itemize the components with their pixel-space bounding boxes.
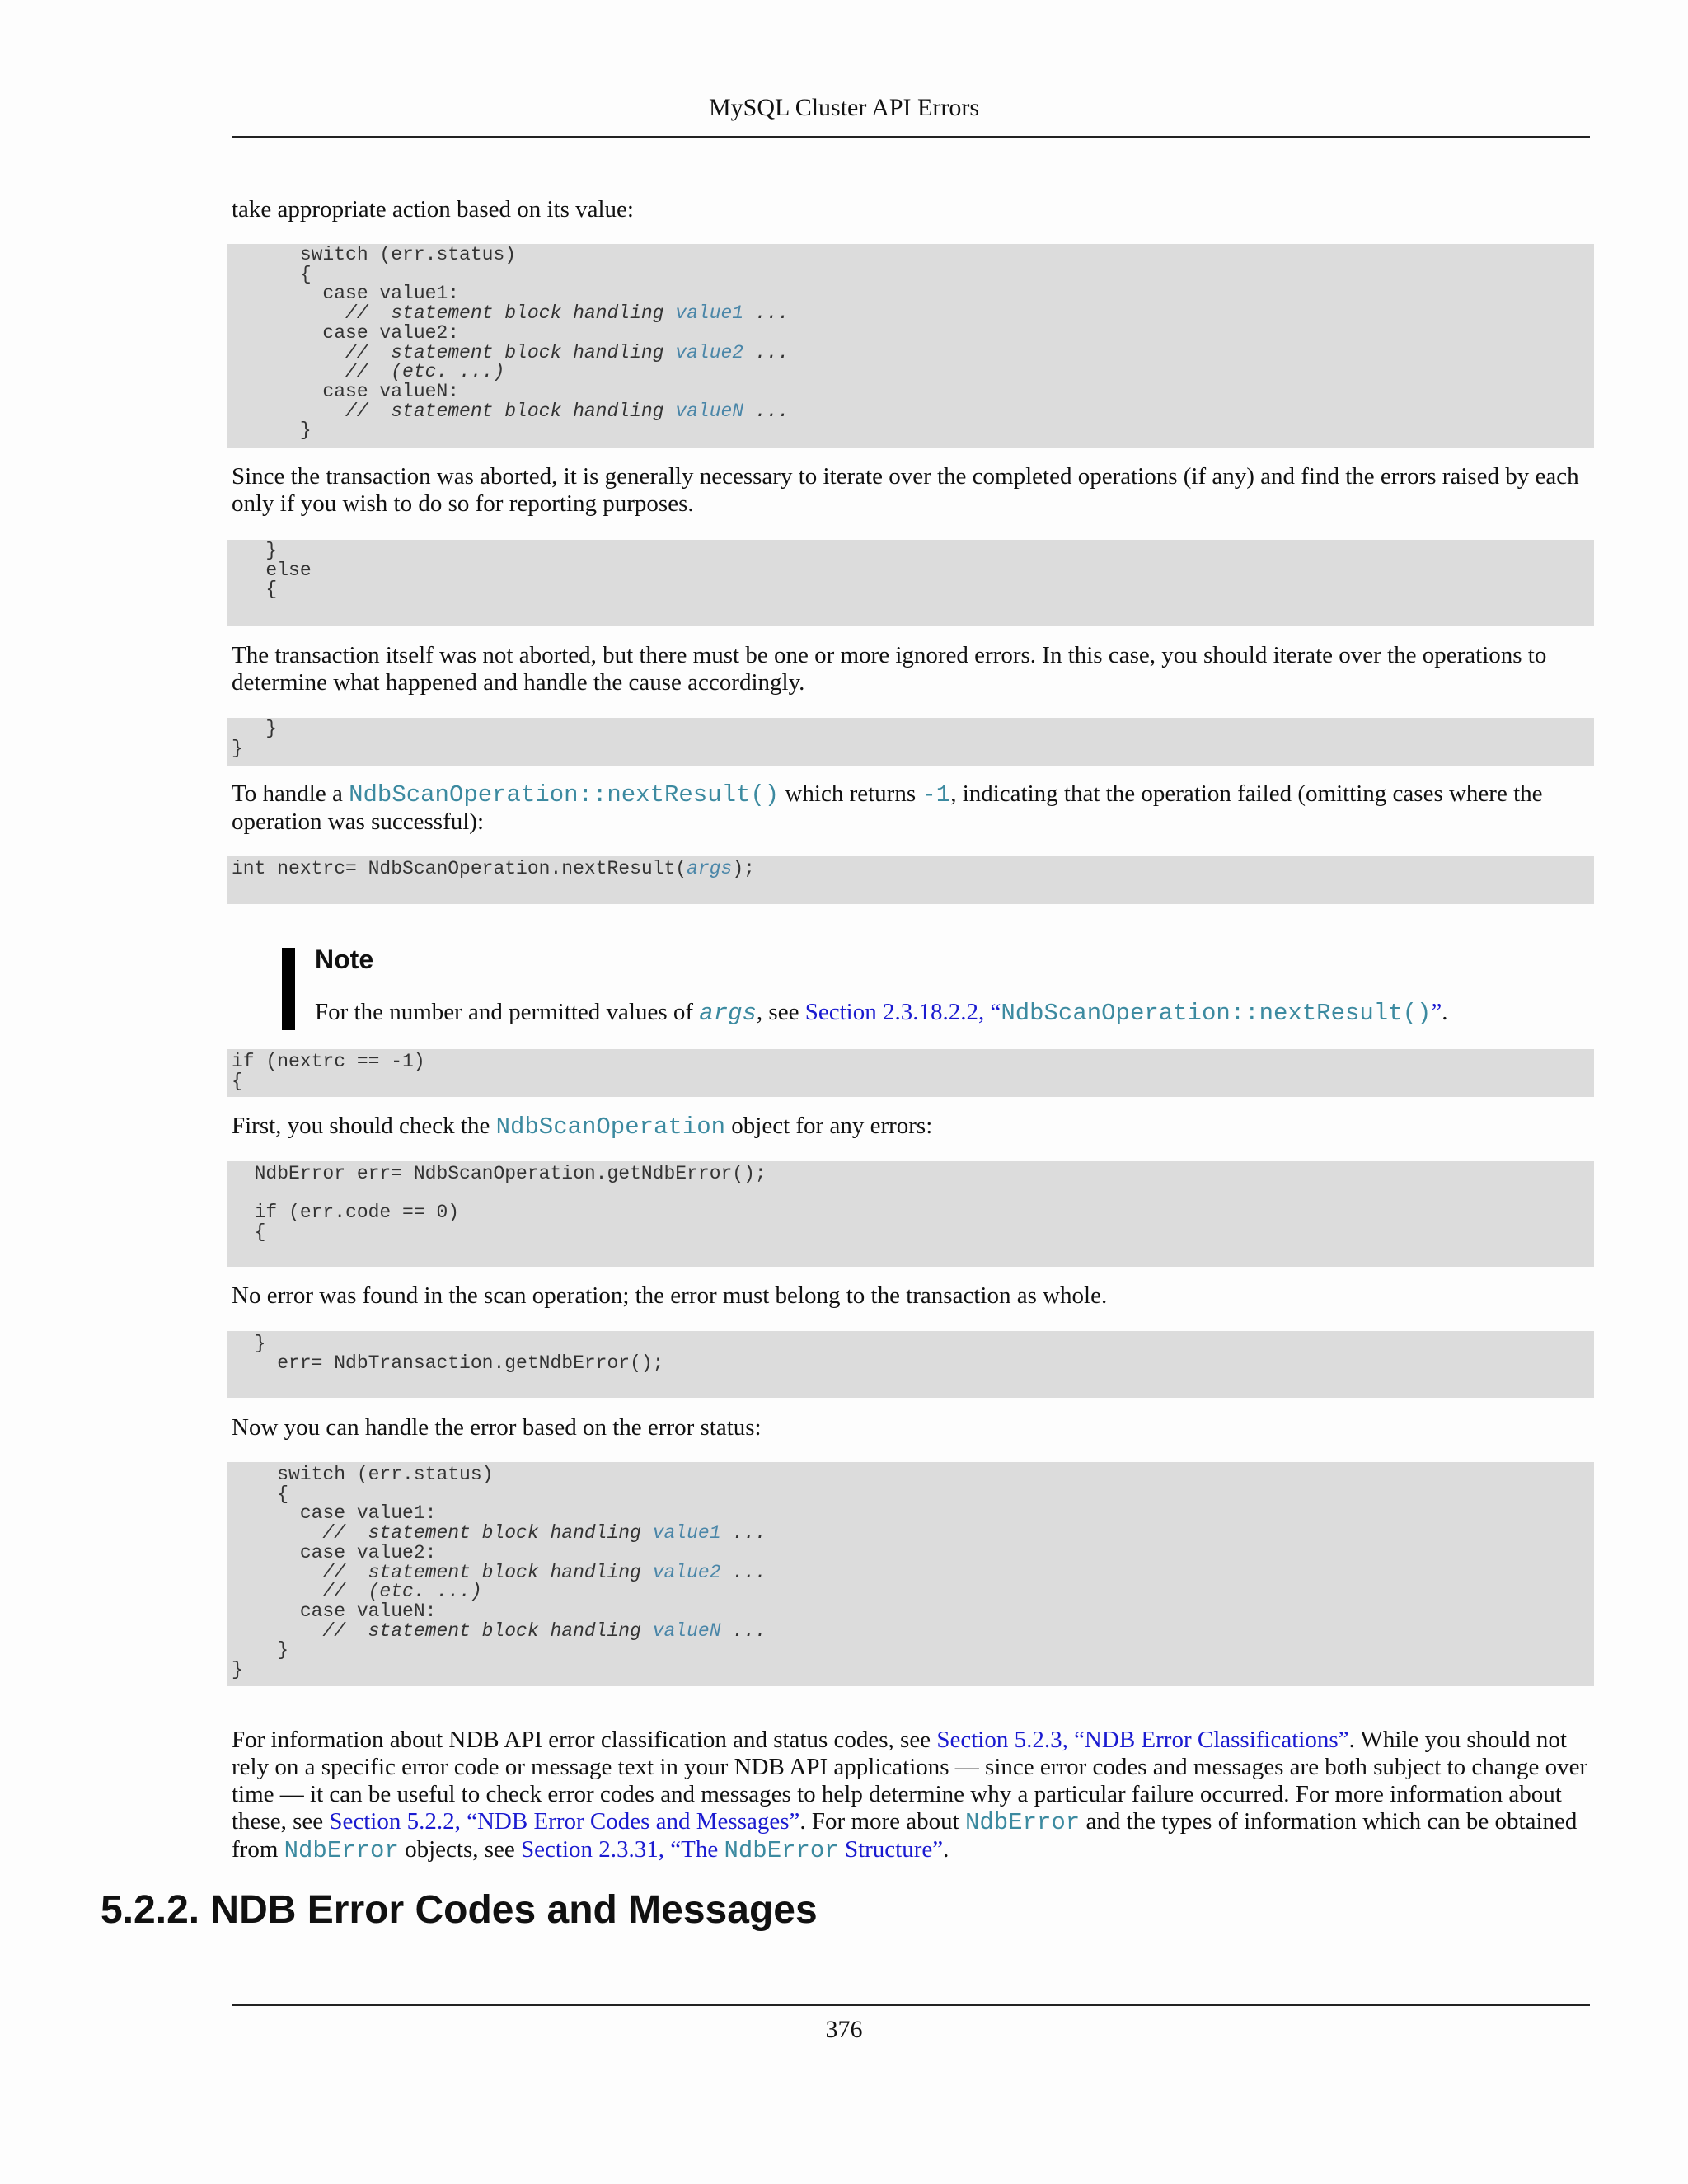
paragraph-intro: take appropriate action based on its value: (232, 196, 634, 223)
code-block-nextrc: int nextrc= NdbScanOperation.nextResult(args); (227, 856, 1594, 904)
link-error-classifications[interactable]: Section 5.2.3, “NDB Error Classifications” (936, 1727, 1349, 1753)
paragraph-no-error: No error was found in the scan operation; the error must belong to the transaction as whole. (232, 1282, 1108, 1309)
header-rule (232, 136, 1590, 138)
note-text: For the number and permitted values of args, see Section 2.3.18.2.2, “NdbScanOperation::nextResult()”. (315, 999, 1448, 1027)
code-term-minus-one: -1 (921, 781, 951, 808)
link-error-codes-messages[interactable]: Section 5.2.2, “NDB Error Codes and Messages” (329, 1808, 800, 1835)
code-term-scan-operation: NdbScanOperation (495, 1113, 726, 1141)
link-nextresult-section[interactable]: Section 2.3.18.2.2, “NdbScanOperation::nextResult()” (804, 999, 1442, 1027)
code-block-transaction-error: } err= NdbTransaction.getNdbError(); (227, 1331, 1594, 1398)
code-block-switch-2: switch (err.status) { case value1: // statement block handling value1 ... case value2: // statement block handling value2 ... // (etc. ...) case valueN: // statement block handling valueN ... } } (227, 1462, 1594, 1686)
paragraph-aborted: Since the transaction was aborted, it is generally necessary to iterate over the completed operations (if any) and find the errors raised by each only if you wish to do so for reporting purposes. (232, 463, 1579, 517)
code-block-close: } } (227, 718, 1594, 766)
code-block-if-nextrc: if (nextrc == -1) { (227, 1049, 1594, 1097)
paragraph-next-result: To handle a NdbScanOperation::nextResult() which returns -1, indicating that the operation failed (omitting cases where the operation was successful): (232, 780, 1543, 835)
code-term-next-result: NdbScanOperation::nextResult() (349, 781, 780, 808)
paragraph-handle-status: Now you can handle the error based on the error status: (232, 1414, 762, 1441)
code-block-else: } else { (227, 540, 1594, 626)
running-header: MySQL Cluster API Errors (708, 94, 980, 121)
code-block-switch-1: switch (err.status) { case value1: // statement block handling value1 ... case value2: // statement block handling value2 ... // (etc. ...) case valueN: // statement block handling valueN ... } (227, 244, 1594, 448)
page-number: 376 (825, 2016, 863, 2043)
paragraph-check-scan: First, you should check the NdbScanOperation object for any errors: (232, 1113, 933, 1141)
note-marker-bar (282, 948, 295, 1030)
footer-rule (232, 2004, 1590, 2006)
link-ndberror-structure[interactable]: Section 2.3.31, “The NdbError Structure” (521, 1836, 944, 1864)
note-title: Note (315, 944, 374, 974)
code-block-get-error: NdbError err= NdbScanOperation.getNdbError(); if (err.code == 0) { (227, 1161, 1594, 1267)
paragraph-not-aborted: The transaction itself was not aborted, but there must be one or more ignored errors. In this case, you should iterate over the operations to determine what happened and handle the cause accordingly. (232, 642, 1547, 696)
paragraph-error-info: For information about NDB API error classification and status codes, see Section 5.2.3, “NDB Error Classifications”. While you should not rely on a specific error code or message text in your NDB API applications — since error codes and messages are both subject to change over time — it can be useful to check error codes and messages to help determine why a particular failure occurred. For more information about these, see Section 5.2.2, “NDB Error Codes and Messages”. For more about NdbError and the types of information which can be obtained from NdbError objects, see Section 2.3.31, “The NdbError Structure”. (232, 1727, 1588, 1864)
section-heading: 5.2.2. NDB Error Codes and Messages (101, 1888, 818, 1932)
